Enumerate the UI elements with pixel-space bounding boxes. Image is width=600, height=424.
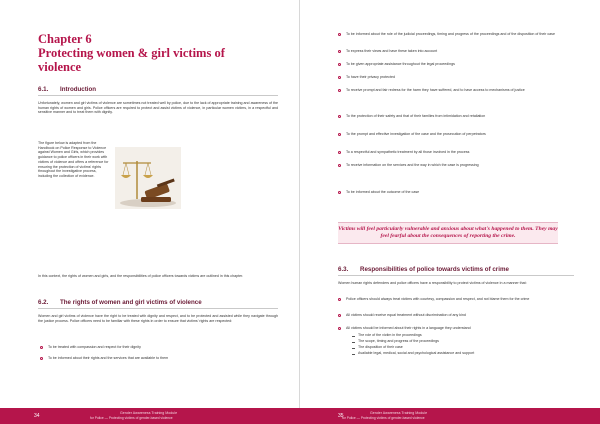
rights-paragraph: Women and girl victims of violence have the right to be treated with dignity and respect, and to be protected and assisted while they navigate through the justice process. Police officers need to be familiar with these rights in order to ensure that victims' rights are respected: [38,314,278,323]
list-item: Police officers should always treat victims with courtesy, compassion and respect, and not blame them for the crime [346,297,530,301]
bullet-icon [338,33,341,36]
pull-quote-text: Victims will feel particularly vulnerable and anxious about what's happened to them. They may feel fearful about the consequences of reporting the crime. [338,226,558,239]
bullet-icon [338,50,341,53]
section-divider [338,275,574,276]
list-item: To be treated with compassion and respect for their dignity [48,345,141,349]
sub-bullet-icon [352,348,355,349]
section-divider [38,95,278,96]
section-number: 6.1. [38,86,49,93]
list-item: To receive prompt and fair redress for the harm they have suffered, and to have access to mechanisms of justice [346,88,525,92]
context-paragraph: In this context, the rights of women and girls, and the responsibilities of police officers towards victims are outlined in this chapter. [38,274,244,278]
chapter-number: Chapter 6 [38,32,92,46]
list-item: All victims should be informed about their rights in a language they understand [346,326,471,330]
sub-bullet-icon [352,336,355,337]
bullet-icon [338,164,341,167]
sub-bullet-icon [352,342,355,343]
list-item: To a respectful and sympathetic treatment by all those involved in the process [346,150,470,154]
chapter-title-line: violence [38,60,82,74]
bullet-icon [338,327,341,330]
inset-paragraph: The figure below is adapted from the Handbook on Police Response to Violence against Women and Girls, which provides guidance to police officers in their work with victims of violence and offers a reference for ensuring the protection of victims' rights throughout the investigative process, including the collection of evidence. [38,141,109,178]
sub-list-item: The scope, timing and progress of the proceedings [358,339,439,343]
section-number: 6.3. [338,266,349,273]
gavel-scales-illustration [115,147,181,209]
bullet-icon [338,115,341,118]
list-item: To the prompt and effective investigation of the case and the prosecution of perpetrators [346,132,486,136]
sub-list-item: The role of the victim in the proceedings [358,333,422,337]
section-title: Responsibilities of police towards victims of crime [360,266,509,273]
section-divider [38,308,278,309]
footer-subtitle: for Police — Protecting victims of gender-based violence [90,416,173,420]
pull-quote [338,222,558,244]
sub-list-item: The disposition of their case [358,345,403,349]
section-heading-6-3 [338,266,509,273]
bullet-icon [338,133,341,136]
chapter-title [38,32,278,74]
footer-title: Gender Awareness Training Module [370,411,428,415]
bullet-icon [338,89,341,92]
intro-paragraph: Unfortunately, women and girl victims of violence are sometimes not treated well by police, due to the lack of appropriate training and awareness of the human rights of women and girls. Police officers are required to protect and assist victims of violence, in particular women victims, in a respectful and sensitive manner and to treat them with dignity. [38,101,278,115]
sub-bullet-icon [352,354,355,355]
bullet-icon [338,63,341,66]
section-heading-6-1 [38,86,96,93]
page-number: 35 [338,413,344,419]
list-item: To express their views and have these taken into account [346,49,438,53]
list-item: To receive information on the services and the way in which the case is progressing [346,163,479,167]
page-number: 34 [34,413,40,419]
bullet-icon [338,191,341,194]
section-title: Introduction [60,86,97,93]
right-footer [300,408,600,424]
list-item: To be informed about the outcome of the case [346,190,420,194]
right-page [300,0,600,424]
list-item: To be informed about their rights and the services that are available to them [48,356,169,360]
bullet-icon [40,357,43,360]
left-footer [0,408,300,424]
list-item: To the protection of their safety and that of their families from intimidation and retaliation [346,114,486,118]
list-item: All victims should receive equal treatment without discrimination of any kind [346,313,466,317]
section-title: The rights of women and girl victims of violence [60,299,202,306]
list-item: To have their privacy protected [346,75,395,79]
bullet-icon [338,76,341,79]
footer-title: Gender Awareness Training Module [120,411,178,415]
bullet-icon [338,298,341,301]
responsibilities-paragraph: Women human rights defenders and police officers have a responsibility to protect victims of violence in a manner that: [338,281,527,285]
list-item: To be informed about the role of the judicial proceedings, timing and progress of the proceedings and of the disposition of their case [346,32,555,36]
chapter-title-line: Protecting women & girl victims of [38,46,225,60]
section-number: 6.2. [38,299,49,306]
footer-subtitle: for Police — Protecting victims of gender-based violence [342,416,425,420]
section-heading-6-2 [38,299,202,306]
bullet-icon [40,346,43,349]
list-item: To be given appropriate assistance throughout the legal proceedings [346,62,455,66]
bullet-icon [338,314,341,317]
bullet-icon [338,151,341,154]
sub-list-item: Available legal, medical, social and psychological assistance and support [358,351,475,355]
